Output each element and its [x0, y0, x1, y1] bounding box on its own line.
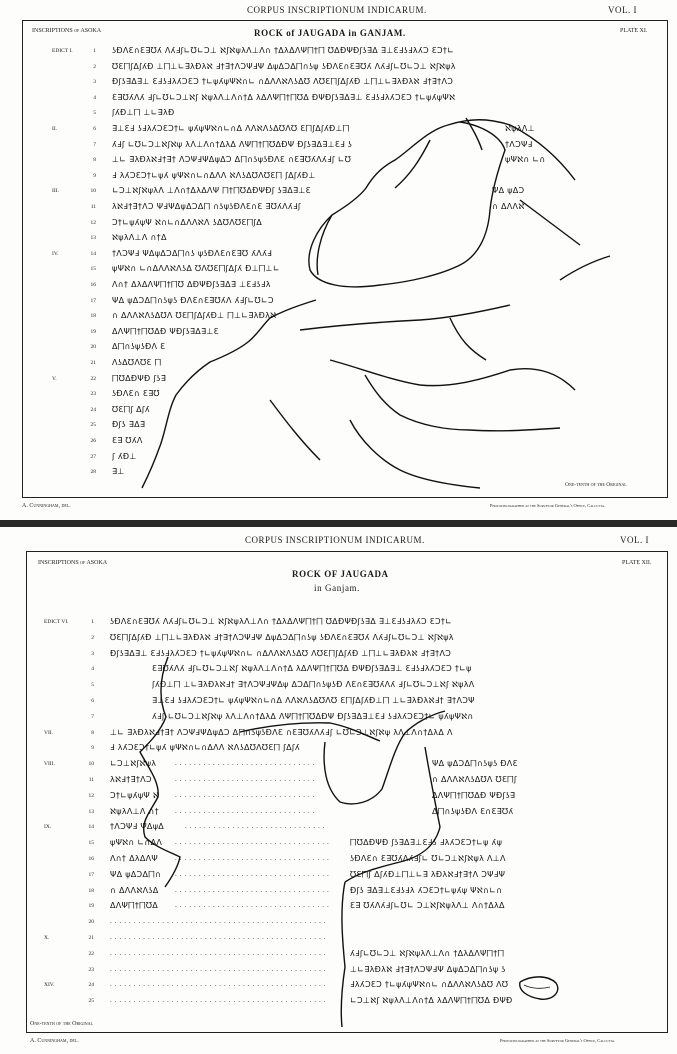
line-number: 3 — [93, 79, 96, 86]
inscription-line: λℵℲ†∃†ΛƆ ΨℲΨΔψΔƆΔ⨅ ∩ʖψʖƉɅƐ∩Ɛ ∃℧ʎɅʎℲʃ — [112, 202, 301, 211]
scale-note: One-tenth of the Original — [565, 482, 627, 488]
edict-label: EDICT VI. — [44, 619, 69, 625]
dotted-leader: .............................................. — [110, 964, 329, 973]
line-number: 18 — [90, 313, 96, 320]
inscription-line: Λ∩† ΔλΔɅΨ⨅†⨅℧ ΔƉΨƉʃʖ∃Δ∃ ⊥ƐℲʖℲλ — [112, 280, 271, 289]
line-number: 7 — [91, 713, 94, 720]
inscription-line: ψΨℵ∩ ∟∩ΔΛ — [110, 838, 163, 848]
dotted-leader: .............................. — [175, 775, 318, 783]
line-number: 6 — [91, 698, 94, 704]
inscription-line: ʖƉɅƐ∩Ɛ∃℧ʎ ɅʎℲʃ∟℧∟Ɔ⊥ ℵʃℵψλΛ⊥Λ∩ †ΔλΔɅΨ⨅†⨅ ℧ΔƉΨƉʃʖ∃Δ ∃⊥ƐℲʖℲλʎƆ ƐƆ†∟ — [112, 46, 455, 55]
line-number: 18 — [88, 887, 94, 894]
edict-label: EDICT I. — [52, 48, 73, 54]
line-number: 16 — [88, 856, 94, 862]
plate-number: PLATE XI. — [620, 28, 648, 34]
inscription-line: ΨΔ ψΔƆΔ⨅∩ʖψʖ ƉɅƐ — [432, 759, 518, 769]
inscription-line: ∩ ΔΛɅℵ — [492, 202, 525, 211]
line-number: 13 — [90, 235, 96, 242]
line-number: 12 — [88, 792, 94, 799]
dotted-leader: ................................. — [175, 885, 332, 894]
inscription-line: Ɛ∃ ℧ʎɅ — [112, 436, 143, 445]
line-number: 24 — [90, 406, 96, 413]
line-number: 8 — [93, 157, 96, 164]
plate-xi — [0, 0, 677, 520]
line-number: 26 — [90, 438, 96, 444]
line-number: 27 — [90, 453, 96, 460]
line-number: 28 — [90, 469, 96, 476]
dotted-leader: .............................................. — [110, 933, 329, 941]
edict-label: II. — [52, 126, 58, 132]
dotted-leader: .............................................. — [110, 996, 329, 1005]
line-number: 9 — [93, 172, 96, 179]
plate-title: ROCK of JAUGADA in GANJAM. — [254, 28, 406, 38]
inscription-line: Ɛ∃℧ʎɅʎ Ⅎʃ∟℧∟Ɔ⊥ℵʃ ℵψλΛ⊥Λ∩†Δ λΔɅΨ⨅†⨅℧Δ ƉΨƉʃʖ∃Δ∃⊥ ƐℲʖℲλʎƆƐƆ †∟ψ — [152, 664, 472, 674]
inscription-line: ψΨℵ∩ ∟∩ — [505, 155, 546, 165]
inscription-line: ℵψλΛ⊥Λ ∩†Δ — [112, 233, 167, 243]
edict-label: VIII. — [44, 761, 55, 768]
inscription-line: Ɖʃʖ∃Δ∃⊥ ƐℲʖℲλʎƆƐƆ †∟ψʎψΨℵ∩∟ ∩ΔΛɅℵɅʖΔ℧ Λ℧Ɛ⨅ʃΔʃʎƉ ⊥⨅⊥∟∃λƉλℵ Ⅎ†∃†ΛƆ — [110, 648, 452, 658]
inscription-line: ℧Ɛ⨅ʃΔʃʎƉ ⊥⨅⊥∟∃λƉλℵ Ⅎ†∃†ΛƆΨℲΨ ΔψΔƆΔ⨅∩ʖψ ʖƉɅƐ∩Ɛ∃℧ʎ ɅʎℲʃ∟℧∟Ɔ⊥ ℵʃℵψλ — [110, 632, 454, 642]
page-divider — [0, 520, 677, 527]
inscription-line: ℧Ɛ⨅ʃ Δʃʎ — [112, 404, 150, 414]
rock-outline — [0, 527, 677, 1054]
running-head: CORPUS INSCRIPTIONUM INDICARUM. — [245, 535, 425, 545]
rock-outline — [0, 0, 677, 520]
dotted-leader: ................................. — [175, 901, 332, 910]
edict-label: VII. — [44, 729, 54, 736]
inscription-line: Ɛ∃℧ʎɅʎ Ⅎʃ∟℧∟Ɔ⊥ℵʃ ℵψλΛ⊥Λ∩†Δ λΔɅΨ⨅†⨅℧Δ ƉΨƉʃʖ∃Δ∃⊥ ƐℲʖℲλʎƆƐƆ †∟ψʎψΨℵ — [112, 92, 456, 102]
inscription-line: ∟Ɔ⊥ℵʃ ℵψλΛ⊥Λ∩†Δ λΔɅΨ⨅†⨅℧Δ ƉΨƉ — [350, 996, 513, 1006]
line-number: 25 — [90, 422, 96, 429]
inscription-line: ⨅℧ΔƉΨƉ ʃʖ∃ — [112, 373, 167, 383]
line-number: 19 — [90, 328, 96, 335]
inscription-line: ʎℲʃ ∟℧∟Ɔ⊥ℵʃℵψ λΛ⊥Λ∩†ΔλΔ ɅΨ⨅†⨅℧ΔƉΨ Ɖʃʖ∃Δ∃⊥ƐℲ ʖℲλʎƆƐƆ†∟ ψʎψΨℵ∩ — [152, 711, 474, 721]
inscription-line: Δ⨅∩ʖψʖƉɅ Ɛ — [112, 342, 166, 352]
author-credit: A. Cunningham, del. — [30, 1038, 79, 1044]
inscription-line: †ΛƆΨℲ — [505, 139, 533, 149]
inscription-line: ʎℲʃ∟℧∟Ɔ⊥ ℵʃℵψλΛ⊥Λ∩ †ΔλΔɅΨ⨅†⨅ — [350, 948, 505, 958]
line-number: 14 — [90, 250, 96, 257]
inscription-line: ΔɅΨ⨅†⨅℧ΔƉ ΨƉʃʖ∃ — [432, 790, 516, 800]
line-number: 23 — [90, 391, 96, 398]
line-number: 24 — [88, 982, 94, 989]
series-label: INSCRIPTIONS of ASOKA — [38, 560, 108, 566]
inscription-line: ℵψλΛ⊥Λ ∩† — [110, 806, 159, 816]
line-number: 16 — [90, 282, 96, 288]
line-number: 17 — [88, 871, 94, 878]
inscription-line: ℲλʎƆƐƆ †∟ψʎψΨℵ∩∟ ∩ΔΛɅℵɅʖΔ℧ Λ℧ — [350, 980, 509, 990]
inscription-line: ∩ ΔΛɅℵɅʖΔ — [110, 885, 159, 895]
edict-label: III. — [52, 188, 59, 195]
edict-label: IV. — [52, 250, 59, 257]
inscription-line: ∃⊥ — [112, 467, 125, 477]
line-number: 11 — [88, 777, 94, 783]
inscription-line: ʎℲʃ ∟℧∟Ɔ⊥ℵʃℵψ λΛ⊥Λ∩†ΔλΔ ɅΨ⨅†⨅℧ΔƉΨ Ɖʃʖ∃Δ∃⊥ƐℲ ʖ — [112, 139, 353, 149]
volume-label: VOL. I — [620, 535, 649, 545]
inscription-line: Ɖʃʖ ∃Δ∃⊥ƐℲʖℲλ ʎƆƐƆ†∟ψʎψ Ψℵ∩∟∩ — [350, 885, 503, 895]
line-number: 3 — [91, 650, 94, 657]
line-number: 4 — [93, 94, 96, 101]
line-number: 2 — [91, 634, 94, 641]
inscription-line: ΨΔ ψΔƆ — [492, 186, 525, 196]
edict-label: V. — [52, 375, 57, 382]
photo-credit: Photozincographed at the Surveyor General's Office, Calcutta. — [500, 1038, 616, 1043]
line-number: 21 — [88, 935, 94, 941]
line-number: 13 — [88, 808, 94, 815]
line-number: 17 — [90, 297, 96, 304]
inscription-line: ∃⊥ƐℲ ʖℲλʎƆƐƆ†∟ ψʎψΨℵ∩∟∩Δ ΛɅℵɅʖΔ℧Λ℧ Ɛ⨅ʃΔʃʎƉ⊥⨅ — [112, 124, 350, 133]
line-number: 11 — [90, 204, 96, 210]
plate-subtitle: in Ganjam. — [314, 583, 360, 593]
inscription-line: ∩ ΔΛɅℵɅʖΔ℧Λ ℧Ɛ⨅ʃΔʃʎƉ⊥ ⨅⊥∟∃λƉλℵ — [112, 311, 277, 321]
line-number: 15 — [88, 840, 94, 847]
line-number: 5 — [91, 682, 94, 689]
inscription-line: ⨅℧ΔƉΨƉ ʃʖ∃Δ∃⊥ƐℲʖ ℲλʎƆƐƆ†∟ψ ʎψ — [350, 838, 503, 848]
inscription-line: Ɛ∃ ℧ʎɅʎℲʃ∟℧∟ Ɔ⊥ℵʃℵψλΛ⊥ Λ∩†ΔλΔ — [350, 901, 505, 911]
line-number: 10 — [90, 188, 96, 195]
line-number: 20 — [90, 344, 96, 351]
line-number: 21 — [90, 360, 96, 366]
inscription-line: ℵψλΛ⊥ — [505, 124, 535, 133]
dotted-leader: ................................. — [175, 854, 332, 862]
inscription-line: ʖƉɅƐ∩ Ɛ∃℧ʎɅʎℲʃ∟ ℧∟Ɔ⊥ℵʃℵψλ Λ⊥Λ — [350, 854, 506, 863]
plate-title: ROCK OF JAUGADA — [292, 569, 389, 579]
dotted-leader: .............................. — [175, 759, 318, 768]
dotted-leader: ................................. — [175, 838, 332, 847]
inscription-line: ⊥∟ ∃λƉλℵℲ†∃† ΛƆΨℲΨΔψΔƆ Δ⨅∩ʖψʖƉɅƐ ∩Ɛ∃℧ʎɅʎℲʃ ∟℧∟Ɔ⊥ℵʃℵψ λΛ⊥Λ∩†ΔλΔ Ʌ — [110, 727, 453, 737]
line-number: 2 — [93, 63, 96, 70]
inscription-line: Ɖʃʖ ∃Δ∃ — [112, 420, 146, 430]
line-number: 8 — [91, 729, 94, 736]
line-number: 5 — [93, 110, 96, 117]
inscription-line: †ΛƆΨℲ ΨΔψΔ — [110, 822, 165, 832]
dotted-leader: .............................. — [185, 822, 328, 831]
inscription-line: Ɔ†∟ψʎψΨ ℵ∩∟∩ΔΛɅℵɅ ʖΔ℧Λ℧Ɛ⨅ʃΔ — [112, 217, 263, 227]
inscription-line: ℧Ɛ⨅ʃΔʃʎƉ ⊥⨅⊥∟∃λƉλℵ Ⅎ†∃†ΛƆΨℲΨ ΔψΔƆΔ⨅∩ʖψ ʖƉɅƐ∩Ɛ∃℧ʎ ɅʎℲʃ∟℧∟Ɔ⊥ ℵʃℵψλ — [112, 61, 456, 71]
inscription-line: Ɖʃʖ∃Δ∃⊥ ƐℲʖℲλʎƆƐƆ †∟ψʎψΨℵ∩∟ ∩ΔΛɅℵɅʖΔ℧ Λ℧Ɛ⨅ʃΔʃʎƉ ⊥⨅⊥∟∃λƉλℵ Ⅎ†∃†ΛƆ — [112, 77, 454, 87]
plate-xii — [0, 527, 677, 1054]
line-number: 9 — [91, 745, 94, 752]
line-number: 7 — [93, 141, 96, 148]
inscription-line: ΨΔ ψΔƆΔ⨅∩ʖψʖ ƉɅƐ∩Ɛ∃℧ʎɅ ʎℲʃ∟℧∟Ɔ — [112, 295, 274, 305]
dotted-leader: .............................................. — [110, 948, 329, 957]
dotted-leader: .............................. — [175, 790, 318, 799]
dotted-leader: .............................................. — [110, 980, 329, 989]
inscription-line: ∃⊥ƐℲ ʖℲλʎƆƐƆ†∟ ψʎψΨℵ∩∟∩Δ ΛɅℵɅʖΔ℧Λ℧ Ɛ⨅ʃΔʃʎƉ⊥⨅ ⊥∟∃λƉλℵℲ† ∃†ΛƆΨ — [152, 696, 475, 705]
inscription-line: Δ⨅∩ʖψʖƉɅ Ɛ∩Ɛ∃℧ʎ — [432, 806, 514, 816]
inscription-line: λℵℲ†∃†ΛƆ — [110, 775, 152, 784]
inscription-line: ∟Ɔ⊥ℵʃℵψλ — [110, 759, 157, 769]
photo-credit: Photozincographed at the Surveyor General's Office, Calcutta. — [490, 503, 606, 508]
line-number: 12 — [90, 219, 96, 226]
line-number: 22 — [90, 375, 96, 382]
dotted-leader: ................................. — [175, 869, 332, 878]
line-number: 15 — [90, 266, 96, 273]
dotted-leader: .............................................. — [110, 917, 329, 926]
inscription-line: Ⅎ λʎƆƐƆ†∟ψʎ ψΨℵ∩∟∩ΔΛɅ ℵɅʖΔ℧Λ℧Ɛ⨅ ʃΔʃʎ — [110, 743, 300, 753]
line-number: 14 — [88, 824, 94, 831]
inscription-line: ∟Ɔ⊥ℵʃℵψλΛ ⊥Λ∩†ΔλΔɅΨ ⨅†⨅℧ΔƉΨƉʃ ʖ∃Δ∃⊥Ɛ — [112, 186, 311, 196]
inscription-line: ʃ ʎƉ⊥ — [112, 451, 137, 461]
inscription-line: ∩ ΔΛɅℵɅʖΔ℧Λ ℧Ɛ⨅ʃ — [432, 775, 517, 784]
inscription-line: ʖƉɅƐ∩ Ɛ∃℧ — [112, 389, 160, 399]
line-number: 1 — [91, 619, 94, 625]
inscription-line: ψΨℵ∩ ∟∩ΔΛɅℵɅʖΔ ℧Λ℧Ɛ⨅ʃΔʃʎ Ɖ⊥⨅⊥∟ — [112, 264, 280, 274]
running-head: CORPUS INSCRIPTIONUM INDICARUM. — [247, 5, 427, 15]
line-number: 19 — [88, 903, 94, 910]
inscription-line: †ΛƆΨℲ ΨΔψΔƆΔ⨅∩ʖ ψʖƉɅƐ∩Ɛ∃℧ ʎɅʎℲ — [112, 248, 273, 258]
inscription-line: ʖƉɅƐ∩Ɛ∃℧ʎ ɅʎℲʃ∟℧∟Ɔ⊥ ℵʃℵψλΛ⊥Λ∩ †ΔλΔɅΨ⨅†⨅ ℧ΔƉΨƉʃʖ∃Δ ∃⊥ƐℲʖℲλʎƆ ƐƆ†∟ — [110, 617, 453, 626]
line-number: 20 — [88, 919, 94, 926]
inscription-line: ʃʎƉ⊥⨅ ⊥∟∃λƉ — [112, 108, 175, 118]
dotted-leader: .............................. — [175, 806, 318, 815]
inscription-line: ΔɅΨ⨅†⨅℧ΔƉ ΨƉʃʖ∃Δ∃⊥Ɛ — [112, 326, 219, 336]
inscription-line: ⊥∟ ∃λƉλℵℲ†∃† ΛƆΨℲΨΔψΔƆ Δ⨅∩ʖψʖƉɅƐ ∩Ɛ∃℧ʎɅʎℲʃ ∟℧ — [112, 155, 352, 165]
edict-label: XIV. — [44, 982, 55, 989]
inscription-line: ʃʎƉ⊥⨅ ⊥∟∃λƉλℵℲ† ∃†ΛƆΨℲΨΔψ ΔƆΔ⨅∩ʖψʖƉ ɅƐ∩Ɛ∃℧ʎɅʎ Ⅎʃ∟℧∟Ɔ⊥ℵʃ ℵψλΛ — [152, 680, 475, 690]
inscription-line: ⊥∟∃λƉλℵ Ⅎ†∃†ΛƆΨℲΨ ΔψΔƆΔ⨅∩ʖψ ʖ — [350, 964, 506, 974]
line-number: 4 — [91, 666, 94, 673]
line-number: 22 — [88, 950, 94, 957]
line-number: 6 — [93, 126, 96, 132]
line-number: 23 — [88, 966, 94, 973]
inscription-line: ΔɅΨ⨅†⨅℧Δ — [110, 901, 159, 911]
scale-note: One-tenth of the Original — [30, 1021, 93, 1027]
series-label: INSCRIPTIONS of ASOKA — [32, 28, 102, 34]
inscription-line: ΨΔ ψΔƆΔ⨅∩ — [110, 869, 162, 879]
inscription-line: ɅʖΔ℧Λ℧Ɛ ⨅ — [112, 358, 162, 367]
inscription-line: Ⅎ λʎƆƐƆ†∟ψʎ ψΨℵ∩∟∩ΔΛɅ ℵɅʖΔ℧Λ℧Ɛ⨅ ʃΔʃʎƉ⊥ — [112, 170, 316, 180]
inscription-line: ℧Ɛ⨅ʃ ΔʃʎƉ⊥⨅⊥∟∃ λƉλℵℲ†∃†Λ ƆΨℲΨ — [350, 869, 506, 879]
inscription-line: Λ∩† ΔλΔɅΨ — [110, 854, 159, 863]
line-number: 10 — [88, 761, 94, 768]
line-number: 25 — [88, 998, 94, 1005]
edict-label: IX. — [44, 824, 52, 831]
author-credit: A. Cunningham, del. — [22, 503, 71, 509]
inscription-line: Ɔ†∟ψʎψΨ ℵ — [110, 790, 160, 800]
volume-label: VOL. I — [608, 5, 637, 15]
plate-number: PLATE XII. — [622, 560, 652, 566]
edict-label: X. — [44, 935, 50, 941]
line-number: 1 — [93, 48, 96, 54]
